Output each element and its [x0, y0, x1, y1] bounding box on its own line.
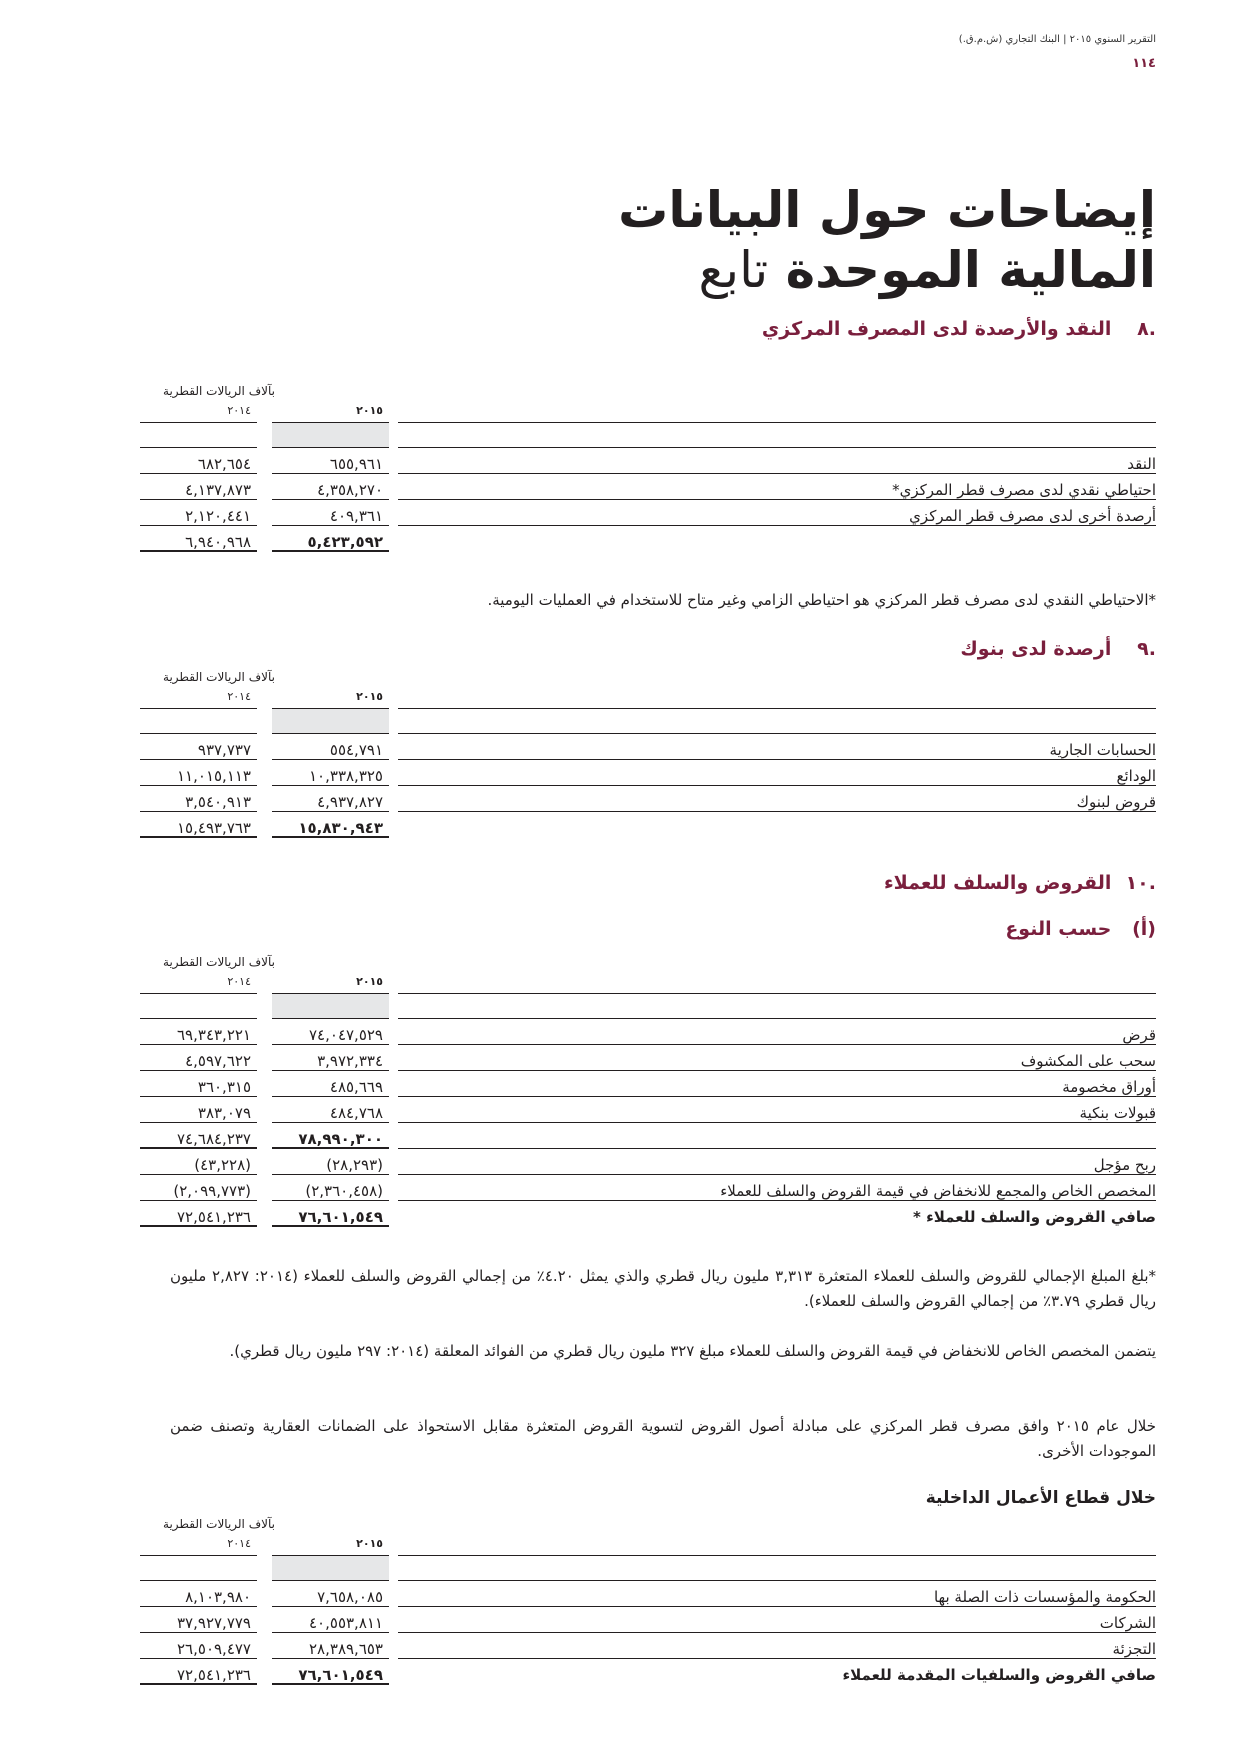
net-label: صافي القروض والسلف للعملاء *	[913, 1208, 1156, 1226]
table-row	[140, 1149, 1156, 1175]
value-2014: ٩٣٧,٧٣٧	[197, 741, 251, 759]
value-2014: ٣٧,٩٢٧,٧٧٩	[177, 1614, 251, 1632]
units-label: بآلاف الريالات القطرية	[163, 1517, 275, 1531]
year-2014-header: ٢٠١٤	[227, 404, 251, 417]
page-title-line2-bold: المالية الموحدة	[785, 241, 1156, 299]
section-10-heading	[884, 872, 1156, 894]
value-2014: ٢,١٢٠,٤٤١	[185, 507, 251, 525]
value-2015: ٤٠,٥٥٣,٨١١	[309, 1614, 383, 1632]
section-10-note-1: *بلغ المبلغ الإجمالي للقروض والسلف للعملاء المتعثرة ٣,٣١٣ مليون ريال قطري والذي يمثل ٤.٢٠٪ من إجمالي القروض والسلف للعملاء (٢٠١٤: ٢,٨٢٧ مليون ريال قطري ٣.٧٩٪ من إجمالي القروض والسلف للعملاء).	[170, 1267, 1157, 1310]
value-2014: ٤,١٣٧,٨٧٣	[185, 481, 251, 499]
value-2015: ١٠,٣٣٨,٣٢٥	[309, 767, 383, 785]
row-label: الودائع	[1116, 767, 1156, 785]
row-label: الشركات	[1099, 1614, 1156, 1632]
value-2014: ١١,٠١٥,١١٣	[177, 767, 251, 785]
year-2015-header: ٢٠١٥	[356, 690, 383, 703]
value-2015: ٤٨٥,٦٦٩	[329, 1078, 383, 1096]
year-2014-header: ٢٠١٤	[227, 975, 251, 988]
header-rule	[398, 422, 1156, 423]
row-label: قرض	[1122, 1026, 1156, 1044]
row-label: احتياطي نقدي لدى مصرف قطر المركزي*	[892, 481, 1156, 499]
section-9-title: أرصدة لدى بنوك	[960, 638, 1112, 660]
value-2014: ٣٦٠,٣١٥	[197, 1078, 251, 1096]
section-9-heading	[960, 638, 1156, 660]
section-9-number: .٩	[1137, 638, 1156, 660]
subtotal-2015: ٧٨,٩٩٠,٣٠٠	[298, 1130, 383, 1148]
value-2014: ٣,٥٤٠,٩١٣	[185, 793, 251, 811]
value-2015: ٤,٩٣٧,٨٢٧	[317, 793, 383, 811]
total-2014: ١٥,٤٩٣,٧٦٣	[177, 819, 251, 837]
page-title-line1: إيضاحات حول البيانات	[618, 181, 1156, 239]
value-2015: (٢,٣٦٠,٤٥٨)	[305, 1182, 383, 1200]
value-2014: (٢,٠٩٩,٧٧٣)	[173, 1182, 251, 1200]
table-row	[140, 1071, 1156, 1097]
page-title-line2	[618, 240, 1156, 300]
section-10-note-2: يتضمن المخصص الخاص للانخفاض في قيمة القروض والسلف للعملاء مبلغ ٣٢٧ مليون ريال قطري من الفوائد المعلقة (٢٠١٤: ٢٩٧ مليون ريال قطري).	[229, 1342, 1156, 1360]
subtotal-row	[140, 1123, 1156, 1149]
page-number: ١١٤	[1132, 56, 1156, 71]
value-2014: ٢٦,٥٠٩,٤٧٧	[177, 1640, 251, 1658]
row-label: المخصص الخاص والمجمع للانخفاض في قيمة القروض والسلف للعملاء	[720, 1182, 1156, 1200]
row-label: قروض لبنوك	[1076, 793, 1156, 811]
year-2015-header: ٢٠١٥	[356, 975, 383, 988]
total-2015: ١٥,٨٣٠,٩٤٣	[298, 819, 383, 837]
table-row	[140, 786, 1156, 812]
total-row	[140, 526, 1156, 552]
section-8-heading	[762, 318, 1156, 340]
units-label: بآلاف الريالات القطرية	[163, 670, 275, 684]
total-row	[140, 812, 1156, 838]
value-2014: ٦٩,٣٤٣,٢٢١	[177, 1026, 251, 1044]
year-2015-header: ٢٠١٥	[356, 404, 383, 417]
value-2014: ٦٨٢,٦٥٤	[197, 455, 251, 473]
net-2014: ٧٢,٥٤١,٢٣٦	[177, 1208, 251, 1226]
table-row	[140, 1045, 1156, 1071]
page-title	[618, 180, 1156, 300]
section-10-title: القروض والسلف للعملاء	[883, 872, 1112, 894]
domestic-total-2014: ٧٢,٥٤١,٢٣٦	[177, 1666, 251, 1684]
section-8-number: .٨	[1137, 318, 1156, 340]
table-row	[140, 448, 1156, 474]
column-shade	[272, 423, 389, 447]
value-2015: ٧,٦٥٨,٠٨٥	[317, 1588, 383, 1606]
value-2014: ٤,٥٩٧,٦٢٢	[185, 1052, 251, 1070]
year-2014-header: ٢٠١٤	[227, 690, 251, 703]
value-2014: (٤٣,٢٢٨)	[194, 1156, 251, 1174]
row-label: سحب على المكشوف	[1020, 1052, 1156, 1070]
value-2015: ٤٠٩,٣٦١	[329, 507, 383, 525]
table-row	[140, 1607, 1156, 1633]
table-row	[140, 734, 1156, 760]
row-label: الحسابات الجارية	[1049, 741, 1156, 759]
value-2015: ٣,٩٧٢,٣٣٤	[317, 1052, 383, 1070]
units-label: بآلاف الريالات القطرية	[163, 384, 275, 398]
section-10-number: .١٠	[1125, 872, 1156, 894]
header-rule	[140, 422, 257, 423]
table-row	[140, 1581, 1156, 1607]
domestic-total-label: صافي القروض والسلفيات المقدمة للعملاء	[842, 1666, 1156, 1684]
page-title-continued: تابع	[698, 241, 769, 299]
value-2015: ٤٨٤,٧٦٨	[329, 1104, 383, 1122]
row-label: الحكومة والمؤسسات ذات الصلة بها	[933, 1588, 1156, 1606]
row-label: أوراق مخصومة	[1062, 1078, 1156, 1096]
value-2014: ٨,١٠٣,٩٨٠	[185, 1588, 251, 1606]
section-10a-title: حسب النوع	[1005, 918, 1112, 940]
section-10-note-3: خلال عام ٢٠١٥ وافق مصرف قطر المركزي على مبادلة أصول القروض لتسوية القروض المتعثرة مقابل الاستحواذ على الضمانات العقارية وتصنف ضمن الموجودات الأخرى.	[170, 1417, 1156, 1460]
table-row	[140, 1175, 1156, 1201]
section-8-footnote: *الاحتياطي النقدي لدى مصرف قطر المركزي هو احتياطي الزامي وغير متاح للاستخدام في العمليات اليومية.	[487, 591, 1156, 609]
row-label: النقد	[1127, 455, 1156, 473]
table-row	[140, 760, 1156, 786]
total-2014: ٦,٩٤٠,٩٦٨	[185, 533, 251, 551]
total-2015: ٥,٤٢٣,٥٩٢	[307, 533, 383, 551]
value-2015: ٢٨,٣٨٩,٦٥٣	[309, 1640, 383, 1658]
table-row	[140, 500, 1156, 526]
value-2015: ٧٤,٠٤٧,٥٢٩	[309, 1026, 383, 1044]
year-2015-header: ٢٠١٥	[356, 1537, 383, 1550]
value-2014: ٣٨٣,٠٧٩	[197, 1104, 251, 1122]
value-2015: ٦٥٥,٩٦١	[329, 455, 383, 473]
table-row	[140, 1633, 1156, 1659]
row-label: التجزئة	[1112, 1640, 1156, 1658]
year-2014-header: ٢٠١٤	[227, 1537, 251, 1550]
running-header: التقرير السنوي ٢٠١٥ | البنك التجاري (ش.م.ق.)	[958, 34, 1156, 45]
net-row	[140, 1201, 1156, 1227]
section-8-title: النقد والأرصدة لدى المصرف المركزي	[761, 318, 1112, 340]
net-2015: ٧٦,٦٠١,٥٤٩	[298, 1208, 383, 1226]
section-10a-number: (أ)	[1132, 918, 1156, 940]
row-label: قبولات بنكية	[1079, 1104, 1156, 1122]
row-label: ربح مؤجل	[1093, 1156, 1156, 1174]
table-row	[140, 474, 1156, 500]
table-row	[140, 1097, 1156, 1123]
section-10a-heading	[1005, 918, 1156, 940]
value-2015: (٢٨,٢٩٣)	[326, 1156, 383, 1174]
domestic-heading: خلال قطاع الأعمال الداخلية	[925, 1488, 1156, 1508]
table-row	[140, 1019, 1156, 1045]
subtotal-2014: ٧٤,٦٨٤,٢٣٧	[177, 1130, 251, 1148]
value-2015: ٤,٣٥٨,٢٧٠	[317, 481, 383, 499]
domestic-total-2015: ٧٦,٦٠١,٥٤٩	[298, 1666, 383, 1684]
row-label: أرصدة أخرى لدى مصرف قطر المركزي	[909, 507, 1156, 525]
units-label: بآلاف الريالات القطرية	[163, 955, 275, 969]
value-2015: ٥٥٤,٧٩١	[329, 741, 383, 759]
domestic-total-row	[140, 1659, 1156, 1685]
